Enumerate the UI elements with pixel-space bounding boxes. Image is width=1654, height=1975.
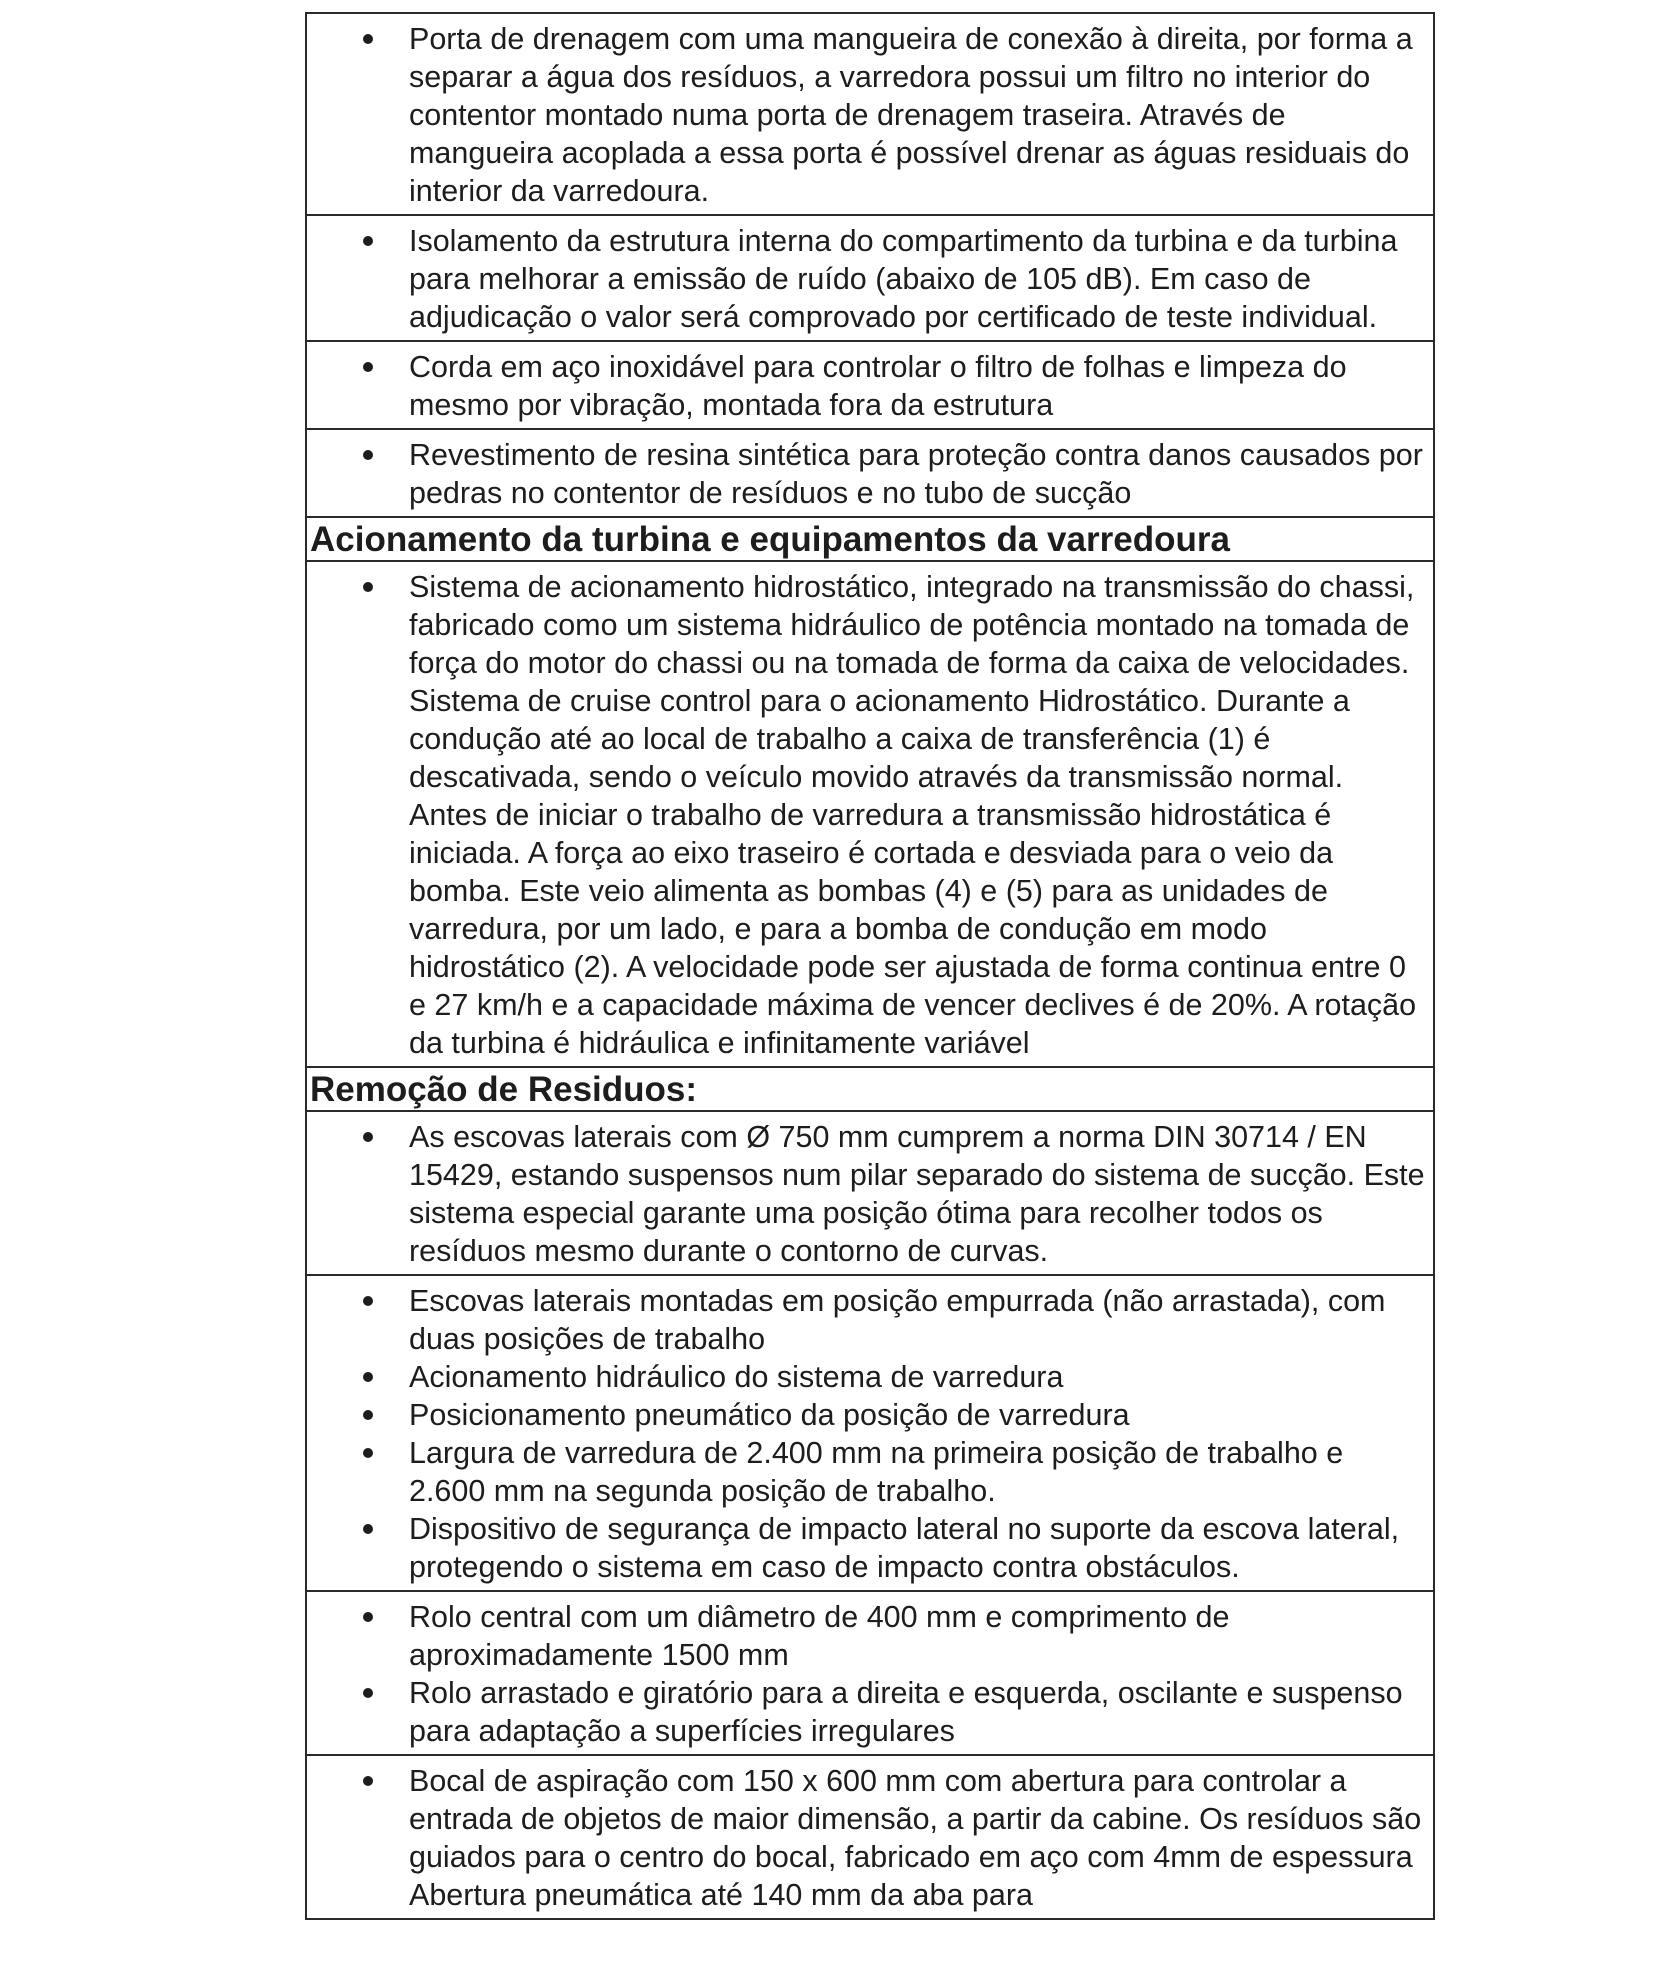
- bullet-list: [307, 222, 1425, 336]
- list-item-text: Dispositivo de segurança de impacto lateral no suporte da escova lateral, protegendo o sistema em caso de impacto contra obstáculos.: [409, 1512, 1400, 1584]
- bullet-list: [307, 20, 1425, 210]
- bullet-icon: [363, 1776, 373, 1786]
- list-item: [307, 568, 1425, 1062]
- bullet-icon: [363, 1132, 373, 1142]
- list-item: [307, 1118, 1425, 1270]
- list-item-text: Corda em aço inoxidável para controlar o filtro de folhas e limpeza do mesmo por vibração, montada fora da estrutura: [409, 350, 1347, 422]
- bullet-icon: [363, 450, 373, 460]
- list-item: [307, 222, 1425, 336]
- list-item-text: Posicionamento pneumático da posição de varredura: [409, 1398, 1130, 1432]
- bullet-list: [307, 1118, 1425, 1270]
- list-item-text: Bocal de aspiração com 150 x 600 mm com abertura para controlar a entrada de objetos de maior dimensão, a partir da cabine. Os resíduos são guiados para o centro do bocal, fabricado em aço com 4mm de espessura Abertura pneumática até 140 mm da aba para: [409, 1764, 1422, 1912]
- list-item: [307, 1762, 1425, 1914]
- bullet-icon: [363, 1612, 373, 1622]
- table-row: [305, 340, 1435, 428]
- list-item: [307, 1510, 1425, 1586]
- list-item: [307, 1598, 1425, 1674]
- bullet-list: [307, 1282, 1425, 1586]
- bullet-icon: [363, 1688, 373, 1698]
- table-row: [305, 1590, 1435, 1754]
- list-item-text: Porta de drenagem com uma mangueira de conexão à direita, por forma a separar a água dos resíduos, a varredora possui um filtro no interior do contentor montado numa porta de drenagem traseira. Através de mangueira acoplada a essa porta é possível drenar as águas residuais do interior da varredoura.: [409, 22, 1413, 208]
- section-heading: Remoção de Residuos:: [305, 1066, 1435, 1110]
- bullet-icon: [363, 1372, 373, 1382]
- list-item-text: Sistema de acionamento hidrostático, integrado na transmissão do chassi, fabricado como um sistema hidráulico de potência montado na tomada de força do motor do chassi ou na tomada de forma da caixa de velocidades. Sistema de cruise control para o acionamento Hidrostático. Durante a condução até ao local de trabalho a caixa de transferência (1) é descativada, sendo o veículo movido através da transmissão normal. Antes de iniciar o trabalho de varredura a transmissão hidrostática é iniciada. A força ao eixo traseiro é cortada e desviada para o veio da bomba. Este veio alimenta as bombas (4) e (5) para as unidades de varredura, por um lado, e para a bomba de condução em modo hidrostático (2). A velocidade pode ser ajustada de forma continua entre 0 e 27 km/h e a capacidade máxima de vencer declives é de 20%. A rotação da turbina é hidráulica e infinitamente variável: [409, 570, 1417, 1060]
- bullet-list: [307, 1598, 1425, 1750]
- bullet-list: [307, 1762, 1425, 1914]
- section-heading: Acionamento da turbina e equipamentos da varredoura: [305, 516, 1435, 560]
- list-item-text: Escovas laterais montadas em posição empurrada (não arrastada), com duas posições de trabalho: [409, 1284, 1386, 1356]
- bullet-icon: [363, 1410, 373, 1420]
- bullet-icon: [363, 1296, 373, 1306]
- bullet-list: [307, 568, 1425, 1062]
- list-item: [307, 1282, 1425, 1358]
- table-row: [305, 12, 1435, 214]
- bullet-icon: [363, 362, 373, 372]
- bullet-icon: [363, 1524, 373, 1534]
- list-item: [307, 1434, 1425, 1510]
- list-item-text: Largura de varredura de 2.400 mm na primeira posição de trabalho e 2.600 mm na segunda posição de trabalho.: [409, 1436, 1344, 1508]
- list-item: [307, 1396, 1425, 1434]
- bullet-icon: [363, 582, 373, 592]
- document-table: [305, 12, 1435, 1920]
- table-row: [305, 1110, 1435, 1274]
- table-row: [305, 1754, 1435, 1920]
- bullet-list: [307, 348, 1425, 424]
- table-row: [305, 428, 1435, 516]
- list-item-text: Rolo central com um diâmetro de 400 mm e comprimento de aproximadamente 1500 mm: [409, 1600, 1230, 1672]
- list-item-text: Isolamento da estrutura interna do compartimento da turbina e da turbina para melhorar a emissão de ruído (abaixo de 105 dB). Em caso de adjudicação o valor será comprovado por certificado de teste individual.: [409, 224, 1398, 334]
- table-row: [305, 560, 1435, 1066]
- bullet-list: [307, 436, 1425, 512]
- list-item: [307, 1674, 1425, 1750]
- list-item: [307, 348, 1425, 424]
- list-item-text: As escovas laterais com Ø 750 mm cumprem a norma DIN 30714 / EN 15429, estando suspensos num pilar separado do sistema de sucção. Este sistema especial garante uma posição ótima para recolher todos os resíduos mesmo durante o contorno de curvas.: [409, 1120, 1425, 1268]
- list-item: [307, 1358, 1425, 1396]
- table-row: [305, 1274, 1435, 1590]
- bullet-icon: [363, 236, 373, 246]
- list-item: [307, 436, 1425, 512]
- bullet-icon: [363, 34, 373, 44]
- list-item-text: Rolo arrastado e giratório para a direita e esquerda, oscilante e suspenso para adaptação a superfícies irregulares: [409, 1676, 1403, 1748]
- bullet-icon: [363, 1448, 373, 1458]
- list-item-text: Revestimento de resina sintética para proteção contra danos causados por pedras no contentor de resíduos e no tubo de sucção: [409, 438, 1423, 510]
- list-item-text: Acionamento hidráulico do sistema de varredura: [409, 1360, 1064, 1394]
- list-item: [307, 20, 1425, 210]
- table-row: [305, 214, 1435, 340]
